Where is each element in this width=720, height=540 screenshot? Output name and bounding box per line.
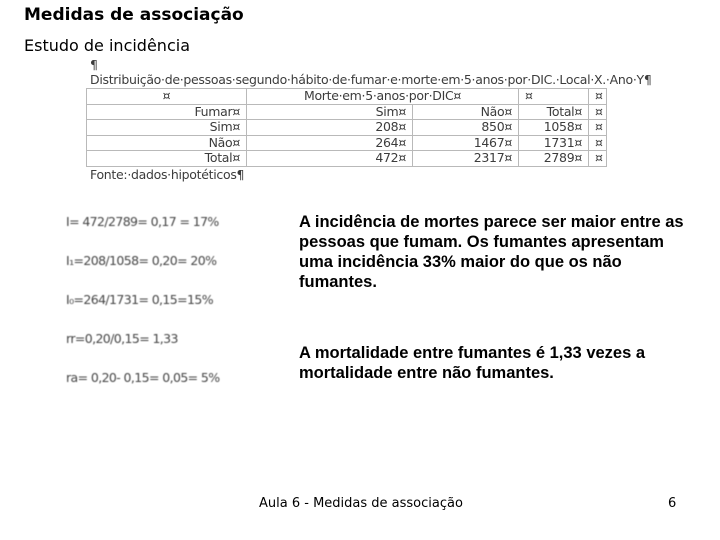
table-cell: 1731¤ (519, 135, 589, 151)
table-cell: ¤ (589, 89, 607, 105)
table-cell: Morte·em·5·anos·por·DIC¤ (247, 89, 519, 105)
table-cell: ¤ (589, 151, 607, 167)
table-cell: Total¤ (519, 104, 589, 120)
table-row (87, 89, 607, 105)
interpretation-paragraph-2: A mortalidade entre fumantes é 1,33 vezes a mortalidade entre não fumantes. (299, 344, 646, 382)
table-cell: 264¤ (247, 135, 413, 151)
table-cell: Total¤ (87, 151, 247, 167)
page-number: 6 (668, 496, 677, 511)
incidence-table (86, 88, 607, 167)
table-cell: ¤ (589, 135, 607, 151)
table-source: Fonte:·dados·hipotéticos¶ (90, 166, 245, 182)
formula-incidence-unexposed: I₀=264/1731= 0,15=15% (66, 292, 213, 307)
formula-relative-risk: rr=0,20/0,15= 1,33 (66, 331, 178, 346)
table-cell: 472¤ (247, 151, 413, 167)
slide-subtitle: Estudo de incidência (24, 36, 190, 55)
table-cell: 1467¤ (413, 135, 519, 151)
table-cell: Não¤ (413, 104, 519, 120)
table-row (87, 104, 607, 120)
table-cell: Sim¤ (247, 104, 413, 120)
embedded-table-image (86, 57, 652, 183)
table-cell: Não¤ (87, 135, 247, 151)
paragraph-mark: ¶ (90, 57, 98, 72)
table-cell: ¤ (589, 120, 607, 136)
table-cell: 2789¤ (519, 151, 589, 167)
table-row (87, 135, 607, 151)
formula-list (66, 212, 256, 407)
slide-title: Medidas de associação (24, 5, 244, 25)
table-cell: ¤ (519, 89, 589, 105)
table-row (87, 151, 607, 167)
table-cell: 1058¤ (519, 120, 589, 136)
table-cell: ¤ (589, 104, 607, 120)
table-cell: 850¤ (413, 120, 519, 136)
footer-text: Aula 6 - Medidas de associação (259, 496, 463, 511)
table-cell: 208¤ (247, 120, 413, 136)
formula-incidence-exposed: I₁=208/1058= 0,20= 20% (66, 253, 217, 268)
table-row (87, 120, 607, 136)
table-cell: Fumar¤ (87, 104, 247, 120)
table-cell: Sim¤ (87, 120, 247, 136)
table-cell: ¤ (87, 89, 247, 105)
formula-incidence-total: I= 472/2789= 0,17 = 17% (66, 214, 219, 229)
table-cell: 2317¤ (413, 151, 519, 167)
table-caption: Distribuição·de·pessoas·segundo·hábito·de·fumar·e·morte·em·5·anos·por·DIC.·Local·X.·Ano·Y¶ (90, 72, 652, 87)
interpretation-paragraph-1: A incidência de mortes parece ser maior entre as pessoas que fumam. Os fumantes apresentam uma incidência 33% maior do que os não fumantes. (299, 213, 684, 291)
formula-attributable-risk: ra= 0,20- 0,15= 0,05= 5% (66, 370, 220, 385)
